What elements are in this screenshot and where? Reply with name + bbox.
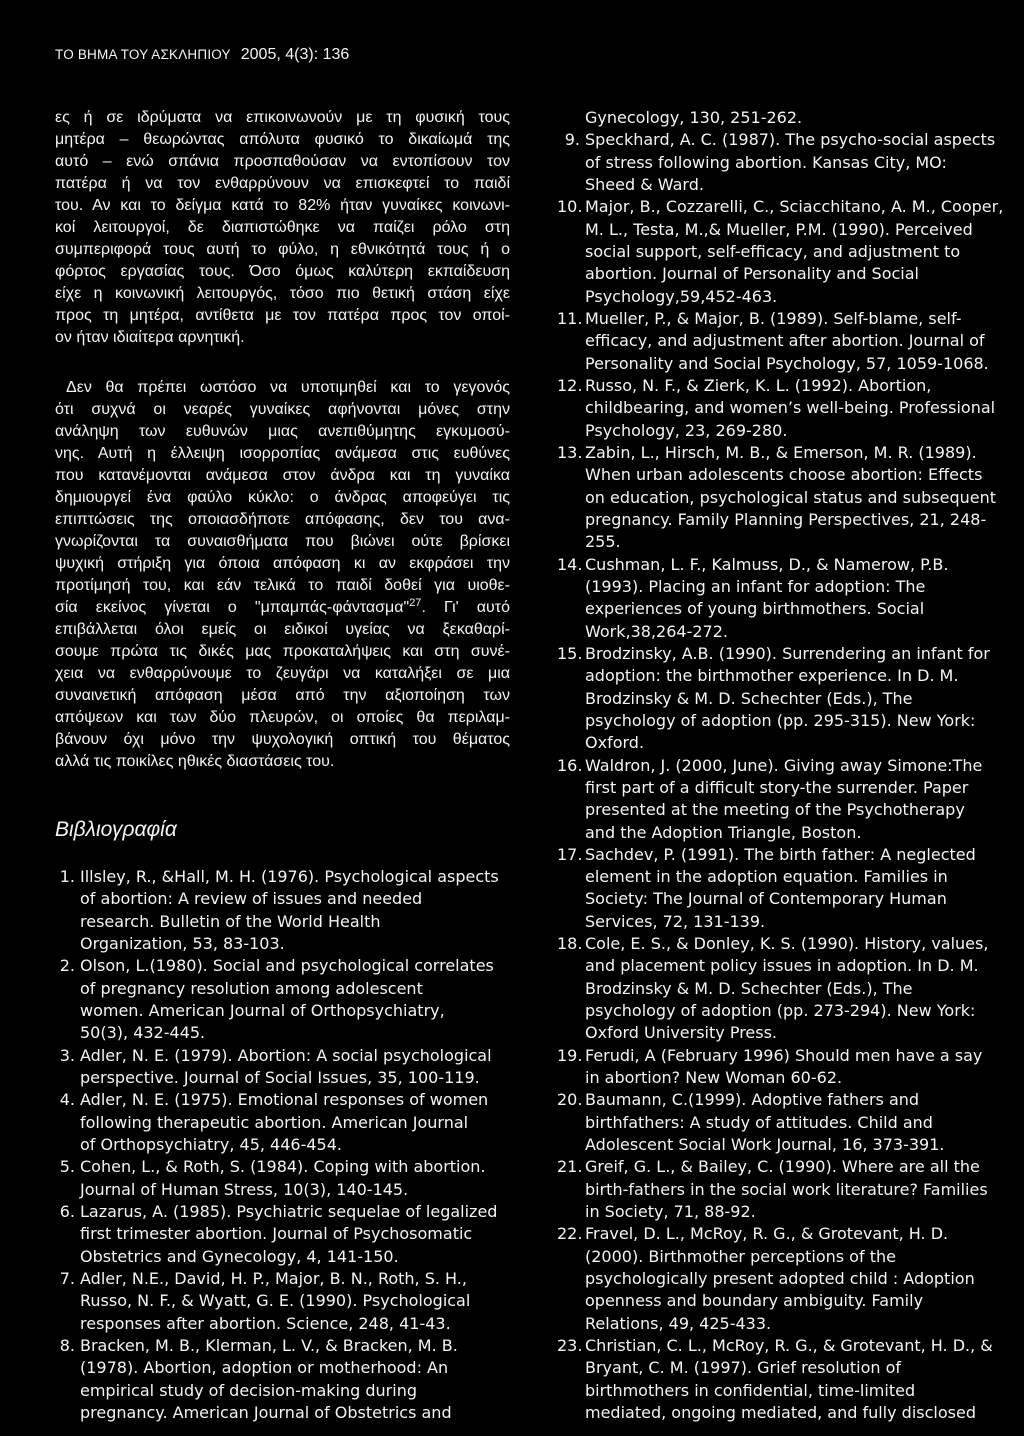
- body-paragraph-1: [55, 107, 510, 349]
- reference-line: element in the adoption equation. Families in: [585, 867, 948, 887]
- paragraph-line: συναινετική απόφαση μέσα από την αξιοποίηση των: [55, 687, 510, 704]
- reference-line: perspective. Journal of Social Issues, 35, 100-119.: [80, 1067, 480, 1087]
- reference-line: Brodzinsky & M. D. Schechter (Eds.), The: [585, 978, 913, 998]
- reference-line: on education, psychological status and subsequent: [585, 487, 997, 507]
- reference-line: Christian, C. L., McRoy, R. G., & Grotevant, H. D., &: [585, 1336, 993, 1356]
- reference-list-left-column: [55, 866, 510, 1424]
- reference-text: [80, 866, 510, 955]
- reference-item: [55, 1089, 510, 1156]
- paragraph-line: του. Αν και το δείγμα κατά το 82% ήταν γυναίκες κοινωνι-: [55, 197, 510, 214]
- paragraph-line: ον ήταν ιδιαίτερα αρνητική.: [55, 329, 245, 346]
- reference-number: 11.: [557, 308, 583, 328]
- reference-line: Greif, G. L., & Bailey, C. (1990). Where are all the: [585, 1157, 980, 1177]
- reference-line: psychologically present adopted child : Adoption: [585, 1269, 975, 1289]
- reference-line: Adler, N. E. (1975). Emotional responses of women: [80, 1090, 489, 1110]
- reference-text: [80, 1089, 510, 1156]
- reference-line: Olson, L.(1980). Social and psychological correlates: [80, 956, 494, 976]
- reference-number: 1.: [59, 867, 75, 886]
- reference-item: [55, 1156, 510, 1201]
- reference-text: [80, 1268, 510, 1335]
- reference-item: [55, 1335, 510, 1424]
- reference-text: [585, 643, 1012, 755]
- paragraph-line-text: σία εκείνος γίνεται ο "μπαμπάς-φάντασμα": [55, 599, 410, 616]
- reference-line: adoption: the birthmother experience. In D. M.: [585, 666, 959, 686]
- reference-line: psychology of adoption (pp. 295-315). New York:: [585, 710, 976, 730]
- paragraph-line: Δεν θα πρέπει ωστόσο να υποτιμηθεί και το γεγονός: [66, 379, 510, 396]
- reference-number: 4.: [59, 1090, 75, 1110]
- reference-number: 21.: [557, 1157, 583, 1177]
- reference-item: [55, 1268, 510, 1335]
- reference-text: [585, 308, 1012, 375]
- reference-text: [585, 196, 1012, 308]
- reference-list-right-column: [557, 107, 1012, 1424]
- reference-item: [557, 308, 1012, 375]
- reference-line: in abortion? New Woman 60-62.: [585, 1068, 843, 1088]
- reference-item: [55, 955, 510, 1044]
- paragraph-line: που κατανέμονται ανάμεσα στον άνδρα και τη γυναίκα: [55, 467, 510, 484]
- reference-line: Bryant, C. M. (1997). Grief resolution of: [585, 1358, 902, 1378]
- reference-line: following therapeutic abortion. American Journal: [80, 1112, 469, 1132]
- reference-line: M. L., Testa, M.,& Mueller, P.M. (1990). Perceived: [585, 219, 973, 239]
- reference-number: 10.: [557, 197, 583, 217]
- reference-line: birthmothers in confidential, time-limited: [585, 1380, 916, 1400]
- reference-text: [585, 1089, 1012, 1156]
- reference-line: Psychology,59,452-463.: [585, 286, 778, 306]
- reference-text: [585, 933, 1012, 1045]
- reference-text: [585, 129, 1012, 196]
- reference-line: Sachdev, P. (1991). The birth father: A neglected: [585, 844, 976, 864]
- reference-line: birthfathers: A study of attitudes. Child and: [585, 1112, 933, 1132]
- reference-number: 3.: [59, 1045, 75, 1065]
- body-paragraph-2: [55, 377, 510, 773]
- reference-text: [585, 442, 1012, 554]
- reference-line: Zabin, L., Hirsch, M. B., & Emerson, M. R. (1989).: [585, 442, 977, 462]
- reference-line: Personality and Social Psychology, 57, 1059-1068.: [585, 353, 989, 373]
- journal-title: ΤΟ ΒΗΜΑ ΤΟΥ ΑΣΚΛΗΠΙΟΥ: [55, 47, 231, 62]
- reference-line: Oxford.: [585, 733, 645, 753]
- reference-number: 6.: [59, 1201, 75, 1221]
- paragraph-line: αυτό – ενώ σπάνια προσπαθούσαν να εντοπίσουν τον: [55, 153, 510, 170]
- paragraph-line: δημιουργεί ένα φαύλο κύκλο: ο άνδρας αποφεύγει τις: [55, 489, 510, 506]
- reference-item: [55, 1045, 510, 1090]
- reference-line: pregnancy. Family Planning Perspectives, 21, 248-: [585, 509, 987, 529]
- paragraph-line: ες ή σε ιδρύματα να επικοινωνούν με τη φυσική τους: [55, 109, 510, 126]
- reference-line: social support, self-efficacy, and adjustment to: [585, 241, 961, 261]
- reference-line: When urban adolescents choose abortion: Effects: [585, 465, 983, 485]
- reference-line: in Society, 71, 88-92.: [585, 1202, 756, 1222]
- reference-line: of Orthopsychiatry, 45, 446-454.: [80, 1134, 342, 1154]
- reference-line: Organization, 53, 83-103.: [80, 933, 285, 953]
- reference-line: childbearing, and women’s well-being. Professional: [585, 398, 996, 418]
- paragraph-line: [55, 597, 510, 619]
- paragraph-line: ψυχική στήριξη για όποια απόφαση κι αν εκφράσει την: [55, 555, 510, 572]
- paragraph-line: βάνουν όχι μόνο την ψυχολογική οπτική του θέματος: [55, 731, 510, 748]
- reference-line: and placement policy issues in adoption. In D. M.: [585, 956, 979, 976]
- paragraph-line: νης. Αυτή η έλλειψη ισορροπίας ανάμεσα στις ευθύνες: [55, 445, 510, 462]
- reference-number: 7.: [59, 1268, 75, 1288]
- reference-line: Cushman, L. F., Kalmuss, D., & Namerow, P.B.: [585, 554, 949, 574]
- paragraph-line: μητέρα – θεωρώντας απόλυτα φυσικό το δικαίωμά της: [55, 131, 510, 148]
- reference-line: openness and boundary ambiguity. Family: [585, 1291, 924, 1311]
- reference-text: [585, 755, 1012, 844]
- reference-line: responses after abortion. Science, 248, 41-43.: [80, 1313, 451, 1333]
- reference-line: Cohen, L., & Roth, S. (1984). Coping with abortion.: [80, 1157, 486, 1177]
- reference-line: of abortion: A review of issues and needed: [80, 889, 423, 909]
- paragraph-line: σουμε πρώτα τις δικές μας προκαταλήψεις και στη συνέ-: [55, 643, 510, 660]
- reference-item: [557, 442, 1012, 554]
- reference-line: presented at the meeting of the Psychotherapy: [585, 800, 965, 820]
- reference-item: [557, 643, 1012, 755]
- reference-number: 9.: [564, 130, 580, 150]
- reference-line: first trimester abortion. Journal of Psychosomatic: [80, 1224, 473, 1244]
- reference-number: 8.: [59, 1335, 75, 1355]
- reference-text: [585, 844, 1012, 933]
- reference-line: Russo, N. F., & Wyatt, G. E. (1990). Psychological: [80, 1291, 471, 1311]
- paragraph-line: επιβάλλεται όλοι εμείς οι ειδικοί υγείας να ξεκαθαρί-: [55, 621, 510, 638]
- reference-line: (2000). Birthmother perceptions of the: [585, 1246, 896, 1266]
- reference-item: [55, 1201, 510, 1268]
- reference-number: 12.: [557, 375, 583, 395]
- reference-number: 13.: [557, 442, 583, 462]
- reference-item: [557, 755, 1012, 844]
- paragraph-line: αλλά τις ποικίλες ηθικές διαστάσεις του.: [55, 753, 335, 770]
- reference-line: Obstetrics and Gynecology, 4, 141-150.: [80, 1246, 399, 1266]
- reference-line: first part of a difficult story-the surrender. Paper: [585, 777, 969, 797]
- reference-line: Illsley, R., &Hall, M. H. (1976). Psychological aspects: [80, 867, 499, 886]
- reference-item: [557, 196, 1012, 308]
- reference-item: [557, 1089, 1012, 1156]
- reference-line: women. American Journal of Orthopsychiatry,: [80, 1000, 445, 1020]
- reference-line: Bracken, M. B., Klerman, L. V., & Bracken, M. B.: [80, 1335, 458, 1355]
- reference-text: [80, 1335, 510, 1424]
- reference-line: mediated, ongoing mediated, and fully disclosed: [585, 1403, 976, 1423]
- reference-line: Sheed & Ward.: [585, 174, 704, 194]
- reference-number: 22.: [557, 1224, 583, 1244]
- reference-line: Relations, 49, 425-433.: [585, 1313, 772, 1333]
- reference-text: [585, 375, 1012, 442]
- reference-line: Mueller, P., & Major, B. (1989). Self-blame, self-: [585, 308, 962, 328]
- reference-text: [585, 1223, 1012, 1335]
- reference-text: [585, 554, 1012, 643]
- reference-line: Russo, N. F., & Zierk, K. L. (1992). Abortion,: [585, 375, 932, 395]
- reference-item: [55, 866, 510, 955]
- reference-line: Journal of Human Stress, 10(3), 140-145.: [80, 1179, 409, 1199]
- reference-line: psychology of adoption (pp. 273-294). New York:: [585, 1001, 976, 1021]
- reference-line: Adler, N. E. (1979). Abortion: A social psychological: [80, 1045, 492, 1065]
- reference-continued-line: Gynecology, 130, 251-262.: [585, 108, 803, 127]
- paragraph-line: ότι συχνά οι νεαρές γυναίκες αφήνονται μόνες στην: [55, 401, 510, 418]
- reference-text: [585, 1045, 1012, 1090]
- reference-line: (1993). Placing an infant for adoption: The: [585, 576, 926, 596]
- reference-line: 50(3), 432-445.: [80, 1023, 206, 1043]
- reference-line: Fravel, D. L., McRoy, R. G., & Grotevant, H. D.: [585, 1224, 949, 1244]
- reference-number: 14.: [557, 554, 583, 574]
- reference-line: experiences of young birthmothers. Social: [585, 599, 925, 619]
- reference-line: Brodzinsky, A.B. (1990). Surrendering an infant for: [585, 643, 990, 663]
- paragraph-line: επιπτώσεις της οποιασδήποτε απόφασης, δεν του ανα-: [55, 511, 510, 528]
- reference-text: [80, 1201, 510, 1268]
- reference-line: Major, B., Cozzarelli, C., Sciacchitano, A. M., Cooper,: [585, 197, 1004, 217]
- reference-item: [557, 1156, 1012, 1223]
- reference-line: efficacy, and adjustment after abortion. Journal of: [585, 331, 985, 351]
- reference-text: [585, 1335, 1012, 1424]
- reference-line: Brodzinsky & M. D. Schechter (Eds.), The: [585, 688, 913, 708]
- reference-line: Psychology, 23, 269-280.: [585, 420, 788, 440]
- reference-line: Waldron, J. (2000, June). Giving away Simone:The: [585, 755, 983, 775]
- reference-line: birth-fathers in the social work literature? Families: [585, 1179, 988, 1199]
- reference-number: 17.: [557, 844, 583, 864]
- reference-number: 19.: [557, 1045, 583, 1065]
- paragraph-line: προτίμησή του, και εάν τελικά το παιδί δοθεί για υιοθε-: [55, 577, 510, 594]
- reference-text: [585, 1156, 1012, 1223]
- reference-item: [557, 1045, 1012, 1090]
- reference-item: [557, 129, 1012, 196]
- reference-line: research. Bulletin of the World Health: [80, 911, 381, 931]
- paragraph-line: κοί λειτουργοί, δε διαπιστώθηκε να παίζει ρόλο στη: [55, 219, 510, 236]
- reference-line: Cole, E. S., & Donley, K. S. (1990). History, values,: [585, 934, 989, 954]
- reference-item: [557, 554, 1012, 643]
- reference-line: Work,38,264-272.: [585, 621, 728, 641]
- running-header: [55, 44, 349, 66]
- reference-number: 20.: [557, 1090, 583, 1110]
- reference-line: of stress following abortion. Kansas City, MO:: [585, 152, 947, 172]
- reference-line: Services, 72, 131-139.: [585, 911, 766, 931]
- reference-item: [557, 1223, 1012, 1335]
- bibliography-heading: Βιβλιογραφία: [55, 818, 177, 841]
- reference-number: 18.: [557, 934, 583, 954]
- reference-line: empirical study of decision-making during: [80, 1380, 417, 1400]
- reference-line: Baumann, C.(1999). Adoptive fathers and: [585, 1090, 920, 1110]
- reference-item: [557, 933, 1012, 1045]
- reference-line: Oxford University Press.: [585, 1023, 778, 1043]
- paragraph-line: φόρτος εργασίας τους. Όσο όμως καλύτερη εκπαίδευση: [55, 263, 510, 280]
- paragraph-line: χεια να ενθαρρύνουμε το ζευγάρι να καταλήξει σε μια: [55, 665, 510, 682]
- reference-line: Adolescent Social Work Journal, 16, 373-391.: [585, 1135, 945, 1155]
- reference-line: 255.: [585, 532, 621, 552]
- reference-item: [557, 375, 1012, 442]
- reference-line: Adler, N.E., David, H. P., Major, B. N., Roth, S. H.,: [80, 1268, 467, 1288]
- reference-item: [557, 844, 1012, 933]
- paragraph-line-text: . Γι' αυτό: [421, 599, 510, 616]
- reference-line: (1978). Abortion, adoption or motherhood: An: [80, 1358, 449, 1378]
- citation-superscript: 27: [409, 597, 422, 609]
- paragraph-line: γνωρίζονται τα συναισθήματα που βιώνει ούτε βρίσκει: [55, 533, 510, 550]
- paragraph-line: είχε η κοινωνική λειτουργός, τόσο πιο θετική στάση είχε: [55, 285, 510, 302]
- reference-line: Speckhard, A. C. (1987). The psycho-social aspects: [585, 130, 996, 150]
- reference-line: Ferudi, A (February 1996) Should men have a say: [585, 1045, 983, 1065]
- reference-line: Society: The Journal of Contemporary Human: [585, 889, 947, 909]
- reference-line: Lazarus, A. (1985). Psychiatric sequelae of legalized: [80, 1201, 498, 1221]
- reference-text: [80, 955, 510, 1044]
- paragraph-line: απόψεων και των δύο πλευρών, οι οποίες θα περιλαμ-: [55, 709, 510, 726]
- paragraph-line: προς τη μητέρα, αντίθετα με τον πατέρα προς τον οποί-: [55, 307, 510, 324]
- reference-number: 16.: [557, 755, 583, 775]
- reference-text: [80, 1156, 510, 1201]
- paragraph-line: πατέρα ή να τον ενθαρρύνουν να επισκεφτεί το παιδί: [55, 175, 510, 192]
- reference-text: [80, 1045, 510, 1090]
- issue-info: 2005, 4(3): 136: [240, 46, 350, 63]
- reference-number: 15.: [557, 643, 583, 663]
- reference-number: 5.: [59, 1157, 75, 1177]
- reference-line: pregnancy. American Journal of Obstetrics and: [80, 1402, 452, 1422]
- reference-number: 2.: [59, 956, 75, 976]
- paragraph-line: συμπεριφορά τους αυτή το φύλο, η εθνικότητά τους ή ο: [55, 241, 510, 258]
- reference-line: of pregnancy resolution among adolescent: [80, 978, 423, 998]
- paragraph-line: ανάληψη των ευθυνών μιας ανεπιθύμητης εγκυμοσύ-: [55, 423, 510, 440]
- reference-item: [557, 1335, 1012, 1424]
- reference-line: abortion. Journal of Personality and Social: [585, 264, 919, 284]
- reference-line: and the Adoption Triangle, Boston.: [585, 822, 862, 842]
- reference-number: 23.: [557, 1336, 583, 1356]
